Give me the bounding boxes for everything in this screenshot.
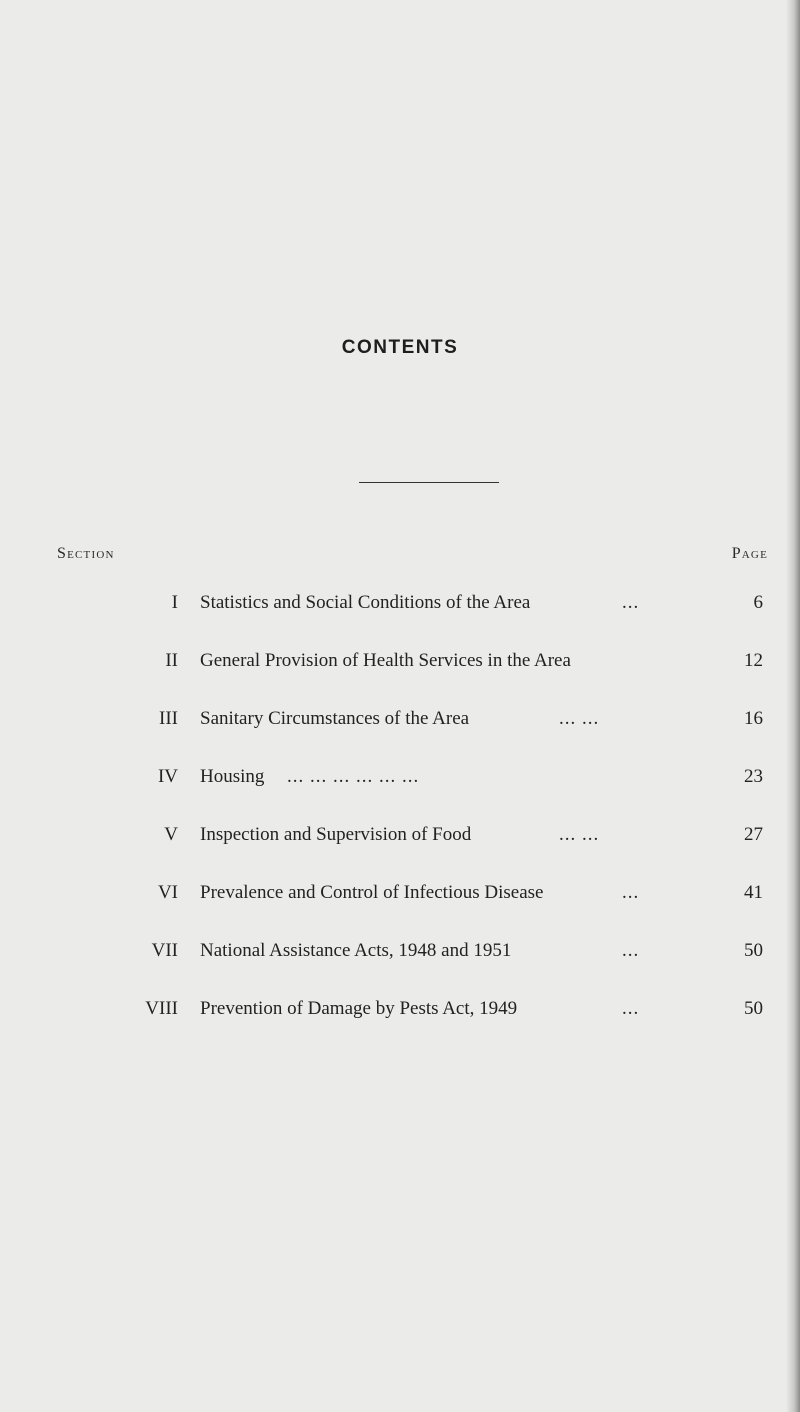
section-number: IV xyxy=(157,766,178,787)
page-number: 12 xyxy=(744,650,763,671)
section-number: VI xyxy=(157,882,178,903)
page-title: CONTENTS xyxy=(341,337,459,358)
title-rule xyxy=(359,482,499,483)
section-number: VIII xyxy=(145,998,178,1019)
dot-leader: ... xyxy=(622,998,640,1019)
page-number: 50 xyxy=(744,940,763,961)
section-title: Statistics and Social Conditions of the Area xyxy=(200,592,531,613)
section-number: III xyxy=(159,708,178,729)
toc-row-1 xyxy=(0,588,800,618)
toc-row-8 xyxy=(0,994,800,1024)
toc-row-4 xyxy=(0,762,800,792)
section-number: II xyxy=(165,650,178,671)
section-number: I xyxy=(171,592,178,613)
toc-row-3 xyxy=(0,704,800,734)
section-title: Housing xyxy=(200,766,265,787)
dot-leader: ... ... ... ... ... ... xyxy=(287,766,420,787)
page-number: 23 xyxy=(744,766,763,787)
page-number: 41 xyxy=(744,882,763,903)
toc-row-2 xyxy=(0,646,800,676)
dot-leader: ... xyxy=(622,592,640,613)
section-title: Prevention of Damage by Pests Act, 1949 xyxy=(200,998,518,1019)
dot-leader: ... ... xyxy=(559,824,600,845)
page-column-header: Page xyxy=(731,545,768,562)
page-number: 6 xyxy=(753,592,763,613)
toc-row-7 xyxy=(0,936,800,966)
page-number: 27 xyxy=(744,824,763,845)
section-title: Prevalence and Control of Infectious Disease xyxy=(200,882,544,903)
page-number: 16 xyxy=(744,708,763,729)
section-number: V xyxy=(164,824,178,845)
section-title: General Provision of Health Services in the Area xyxy=(200,650,571,671)
section-title: National Assistance Acts, 1948 and 1951 xyxy=(200,940,512,961)
section-title: Inspection and Supervision of Food xyxy=(200,824,472,845)
section-title: Sanitary Circumstances of the Area xyxy=(200,708,470,729)
section-column-header: Section xyxy=(57,545,115,562)
section-number: VII xyxy=(151,940,178,961)
dot-leader: ... ... xyxy=(559,708,600,729)
toc-row-5 xyxy=(0,820,800,850)
page-number: 50 xyxy=(744,998,763,1019)
dot-leader: ... xyxy=(622,882,640,903)
toc-row-6 xyxy=(0,878,800,908)
dot-leader: ... xyxy=(622,940,640,961)
